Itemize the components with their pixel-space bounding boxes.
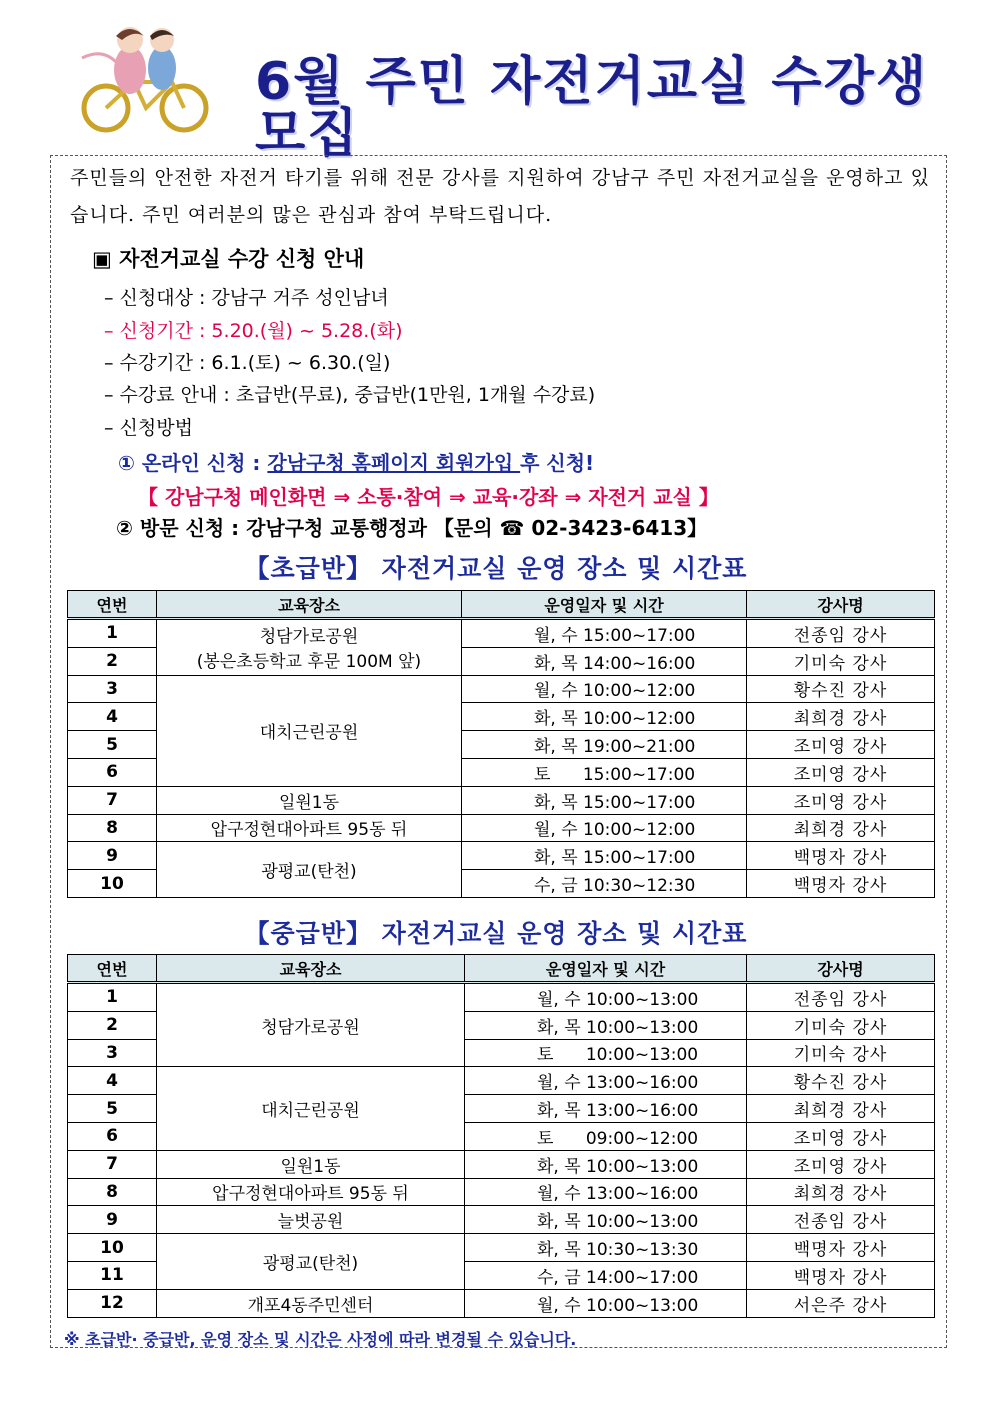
section-title: ▣ 자전거교실 수강 신청 안내	[92, 247, 365, 271]
row-number: 4	[68, 703, 157, 731]
row-number: 12	[68, 1289, 157, 1317]
homepage-signup-link[interactable]: 강남구청 홈페이지 회원가입	[267, 451, 521, 475]
schedule-time: 화, 목 10:30~13:30	[465, 1234, 747, 1262]
instructor: 최희경 강사	[747, 814, 935, 842]
row-number: 4	[68, 1067, 157, 1095]
table-row	[68, 1178, 935, 1206]
place-cell: 압구정현대아파트 95동 뒤	[157, 814, 462, 842]
instructor: 백명자 강사	[747, 1234, 935, 1262]
schedule-time: 월, 수 13:00~16:00	[465, 1178, 747, 1206]
online-apply-path: 【 강남구청 메인화면 ⇒ 소통·참여 ⇒ 교육·강좌 ⇒ 자전거 교실 】	[138, 485, 719, 509]
visit-apply: ② 방문 신청 : 강남구청 교통행정과 【문의 ☎ 02-3423-6413】	[116, 516, 708, 540]
instructor: 황수진 강사	[747, 1067, 935, 1095]
table-row	[68, 842, 935, 870]
instructor: 백명자 강사	[747, 842, 935, 870]
schedule-time: 월, 수 15:00~17:00	[462, 619, 747, 648]
instructor: 전종임 강사	[747, 983, 935, 1012]
intermediate-table-title: 【중급반】 자전거교실 운영 장소 및 시간표	[244, 919, 748, 948]
schedule-time: 토 10:00~13:00	[465, 1039, 747, 1067]
couple-bicycle-illustration	[72, 18, 222, 136]
beginner-schedule-table	[67, 590, 935, 898]
row-number: 1	[68, 983, 157, 1012]
apply-period: – 신청기간 : 5.20.(월) ~ 5.28.(화)	[104, 320, 403, 342]
schedule-time: 월, 수 10:00~13:00	[465, 983, 747, 1012]
place-cell	[157, 619, 462, 676]
row-number: 3	[68, 1039, 157, 1067]
col-header-no: 연번	[68, 591, 157, 619]
row-number: 8	[68, 1178, 157, 1206]
online-apply	[118, 447, 594, 476]
col-header-no: 연번	[68, 955, 157, 983]
row-number: 6	[68, 758, 157, 786]
place-cell: 압구정현대아파트 95동 뒤	[157, 1178, 465, 1206]
place-cell: 광평교(탄천)	[157, 842, 462, 898]
class-period: – 수강기간 : 6.1.(토) ~ 6.30.(일)	[104, 352, 391, 374]
schedule-time: 화, 목 14:00~16:00	[462, 647, 747, 675]
instructor: 최희경 강사	[747, 1178, 935, 1206]
instructor: 기미숙 강사	[747, 647, 935, 675]
instructor: 전종임 강사	[747, 1206, 935, 1234]
col-header-instructor: 강사명	[747, 955, 935, 983]
schedule-time: 화, 목 10:00~12:00	[462, 703, 747, 731]
place-cell: 대치근린공원	[157, 675, 462, 786]
beginner-table-title: 【초급반】 자전거교실 운영 장소 및 시간표	[244, 554, 748, 583]
schedule-time: 화, 목 10:00~13:00	[465, 1150, 747, 1178]
row-number: 9	[68, 842, 157, 870]
online-apply-prefix: ① 온라인 신청 :	[118, 451, 268, 475]
table-row	[68, 675, 935, 703]
col-header-place: 교육장소	[157, 591, 462, 619]
col-header-time: 운영일자 및 시간	[465, 955, 747, 983]
row-number: 9	[68, 1206, 157, 1234]
schedule-time: 화, 목 19:00~21:00	[462, 731, 747, 759]
row-number: 7	[68, 1150, 157, 1178]
place-cell: 청담가로공원	[157, 983, 465, 1067]
table-row	[68, 814, 935, 842]
instructor: 조미영 강사	[747, 786, 935, 814]
instructor: 조미영 강사	[747, 1122, 935, 1150]
place-cell: 일원1동	[157, 786, 462, 814]
instructor: 조미영 강사	[747, 758, 935, 786]
place-cell: 광평교(탄천)	[157, 1234, 465, 1290]
table-row	[68, 1234, 935, 1262]
table-row	[68, 1067, 935, 1095]
instructor: 백명자 강사	[747, 870, 935, 898]
instructor: 최희경 강사	[747, 703, 935, 731]
place-name: 청담가로공원	[259, 627, 359, 648]
col-header-instructor: 강사명	[747, 591, 935, 619]
row-number: 11	[68, 1261, 157, 1289]
place-cell: 대치근린공원	[157, 1067, 465, 1150]
schedule-time: 월, 수 13:00~16:00	[465, 1067, 747, 1095]
schedule-time: 월, 수 10:00~12:00	[462, 675, 747, 703]
row-number: 6	[68, 1122, 157, 1150]
schedule-time: 화, 목 15:00~17:00	[462, 842, 747, 870]
intro-text: 주민들의 안전한 자전거 타기를 위해 전문 강사를 지원하여 강남구 주민 자전거교실을 운영하고 있습니다. 주민 여러분의 많은 관심과 참여 부탁드립니다.	[70, 167, 930, 226]
row-number: 10	[68, 1234, 157, 1262]
table-header-row	[68, 591, 935, 619]
col-header-time: 운영일자 및 시간	[462, 591, 747, 619]
table-row	[68, 619, 935, 648]
table-row	[68, 1289, 935, 1317]
schedule-time: 월, 수 10:00~12:00	[462, 814, 747, 842]
apply-target: – 신청대상 : 강남구 거주 성인남녀	[104, 287, 389, 309]
row-number: 10	[68, 870, 157, 898]
row-number: 2	[68, 1011, 157, 1039]
instructor: 최희경 강사	[747, 1095, 935, 1123]
instructor: 황수진 강사	[747, 675, 935, 703]
schedule-time: 토 15:00~17:00	[462, 758, 747, 786]
table-header-row	[68, 955, 935, 983]
instructor: 서은주 강사	[747, 1289, 935, 1317]
col-header-place: 교육장소	[157, 955, 465, 983]
schedule-time: 토 09:00~12:00	[465, 1122, 747, 1150]
place-cell: 일원1동	[157, 1150, 465, 1178]
page-title: 6월 주민 자전거교실 수강생 모집	[255, 52, 929, 164]
row-number: 8	[68, 814, 157, 842]
instructor: 조미영 강사	[747, 1150, 935, 1178]
schedule-time: 수, 금 14:00~17:00	[465, 1261, 747, 1289]
instructor: 기미숙 강사	[747, 1011, 935, 1039]
apply-method-label: – 신청방법	[104, 417, 193, 439]
row-number: 3	[68, 675, 157, 703]
schedule-time: 화, 목 13:00~16:00	[465, 1095, 747, 1123]
schedule-time: 화, 목 10:00~13:00	[465, 1206, 747, 1234]
row-number: 2	[68, 647, 157, 675]
row-number: 5	[68, 731, 157, 759]
place-cell: 개포4동주민센터	[157, 1289, 465, 1317]
footnote: ※ 초급반· 중급반, 운영 장소 및 시간은 사정에 따라 변경될 수 있습니다.	[64, 1330, 577, 1349]
instructor: 기미숙 강사	[747, 1039, 935, 1067]
intermediate-schedule-table	[67, 954, 935, 1318]
table-row	[68, 1206, 935, 1234]
table-row	[68, 786, 935, 814]
row-number: 5	[68, 1095, 157, 1123]
schedule-time: 수, 금 10:30~12:30	[462, 870, 747, 898]
place-cell: 늘벗공원	[157, 1206, 465, 1234]
schedule-time: 화, 목 15:00~17:00	[462, 786, 747, 814]
schedule-time: 화, 목 10:00~13:00	[465, 1011, 747, 1039]
fee-info: – 수강료 안내 : 초급반(무료), 중급반(1만원, 1개월 수강료)	[104, 384, 596, 406]
row-number: 1	[68, 619, 157, 648]
schedule-time: 월, 수 10:00~13:00	[465, 1289, 747, 1317]
instructor: 전종임 강사	[747, 619, 935, 648]
table-row	[68, 1150, 935, 1178]
place-detail: (봉은초등학교 후문 100M 앞)	[196, 652, 422, 673]
instructor: 백명자 강사	[747, 1261, 935, 1289]
online-apply-suffix: 후 신청!	[520, 451, 595, 475]
instructor: 조미영 강사	[747, 731, 935, 759]
table-row	[68, 983, 935, 1012]
row-number: 7	[68, 786, 157, 814]
